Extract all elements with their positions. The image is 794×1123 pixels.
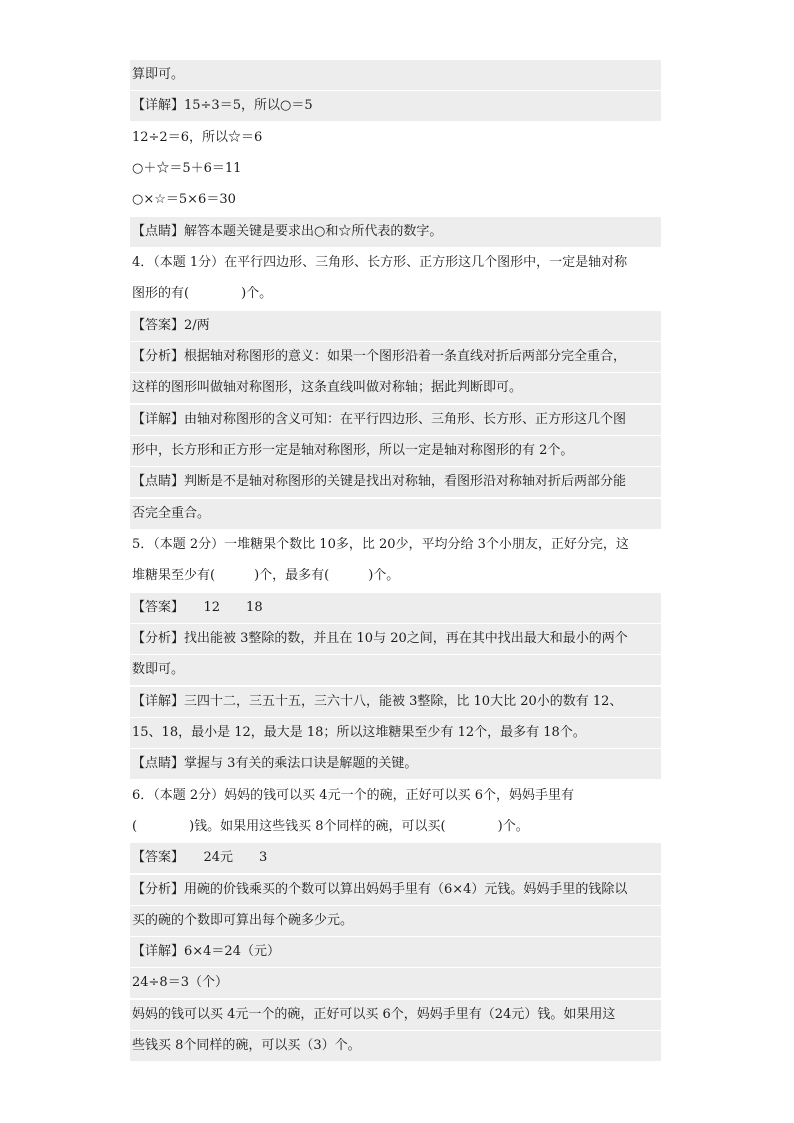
- analysis-line: 【分析】根据轴对称图形的意义：如果一个图形沿着一条直线对折后两部分完全重合，: [130, 342, 661, 372]
- analysis-line: 买的碗的个数即可算出每个碗多少元。: [130, 906, 661, 936]
- text-line: 【点睛】解答本题关键是要求出○和☆所代表的数字。: [130, 217, 661, 247]
- question-line: 6．（本题 2分）妈妈的钱可以买 4元一个的碗，正好可以买 6个，妈妈手里有: [132, 788, 574, 803]
- answer-line: 【答案】 24元 3: [130, 843, 661, 873]
- question-line: 4．（本题 1分）在平行四边形、三角形、长方形、正方形这几个图形中，一定是轴对称: [132, 255, 628, 270]
- text-line: 算即可。: [130, 60, 661, 90]
- analysis-line: 【分析】用碗的价钱乘买的个数可以算出妈妈手里有（6×4）元钱。妈妈手里的钱除以: [130, 875, 661, 905]
- analysis-line: 【分析】找出能被 3整除的数，并且在 10与 20之间，再在其中找出最大和最小的两个: [130, 624, 661, 654]
- question-line: ( )钱。如果用这些钱买 8个同样的碗，可以买( )个。: [132, 819, 529, 834]
- analysis-line: 数即可。: [130, 655, 661, 685]
- detail-line: 【详解】三四十二，三五十五，三六十八，能被 3整除，比 10大比 20小的数有 12、: [130, 687, 661, 717]
- text-line: 【详解】15÷3＝5，所以○＝5: [130, 91, 661, 121]
- analysis-line: 这样的图形叫做轴对称图形，这条直线叫做对称轴；据此判断即可。: [130, 373, 661, 403]
- detail-line: 24÷8＝3（个）: [130, 968, 661, 998]
- question-line: 堆糖果至少有( )个，最多有( )个。: [132, 568, 400, 583]
- comment-line: 【点睛】掌握与 3有关的乘法口诀是解题的关键。: [130, 749, 661, 779]
- detail-line: 15、18，最小是 12，最大是 18；所以这堆糖果至少有 12个，最多有 18个。: [130, 718, 661, 748]
- answer-line: 【答案】 12 18: [130, 593, 661, 623]
- detail-line: 些钱买 8个同样的碗，可以买（3）个。: [130, 1031, 661, 1061]
- detail-line: 形中，长方形和正方形一定是轴对称图形，所以一定是轴对称图形的有 2个。: [130, 436, 661, 466]
- question-line: 图形的有( )个。: [132, 286, 273, 301]
- question-line: 5．（本题 2分）一堆糖果个数比 10多，比 20少，平均分给 3个小朋友，正好分完，这: [132, 537, 629, 552]
- comment-line: 否完全重合。: [130, 499, 661, 529]
- detail-line: 【详解】由轴对称图形的含义可知：在平行四边形、三角形、长方形、正方形这几个图: [130, 405, 661, 435]
- detail-line: 妈妈的钱可以买 4元一个的碗，正好可以买 6个，妈妈手里有（24元）钱。如果用这: [130, 1000, 661, 1030]
- text-line: 12÷2＝6，所以☆＝6: [132, 130, 263, 145]
- text-line: ○＋☆＝5＋6＝11: [132, 161, 242, 176]
- comment-line: 【点睛】判断是不是轴对称图形的关键是找出对称轴，看图形沿对称轴对折后两部分能: [130, 467, 661, 497]
- detail-line: 【详解】6×4＝24（元）: [130, 937, 661, 967]
- text-line: ○×☆＝5×6＝30: [132, 192, 236, 207]
- answer-line: 【答案】2/两: [130, 311, 661, 341]
